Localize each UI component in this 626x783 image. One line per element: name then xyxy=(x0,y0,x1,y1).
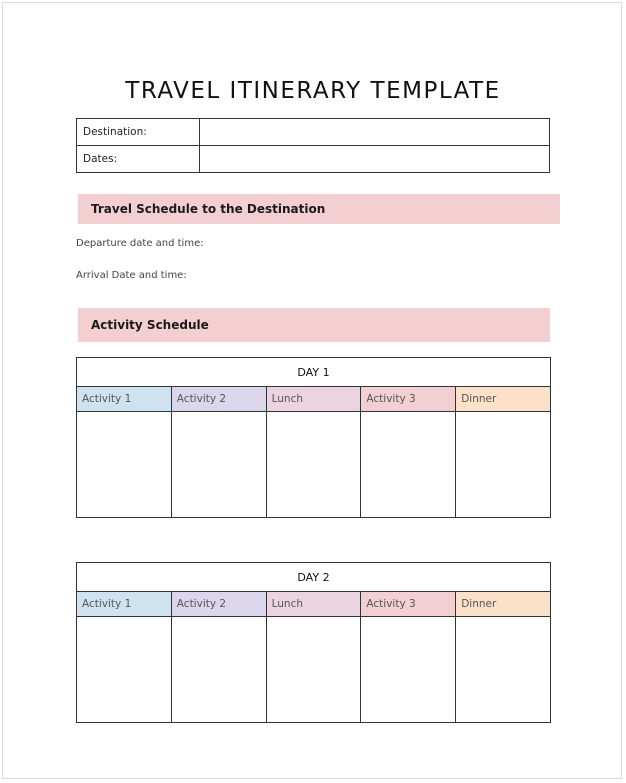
dates-row xyxy=(77,146,550,173)
day-2-activity-1-header: Activity 1 xyxy=(77,592,172,617)
day-1-activity-2-cell[interactable] xyxy=(171,412,266,518)
day-2-activity-3-cell[interactable] xyxy=(361,617,456,723)
day-2-activity-1-cell[interactable] xyxy=(77,617,172,723)
destination-label: Destination: xyxy=(77,119,200,146)
page-title: TRAVEL ITINERARY TEMPLATE xyxy=(125,78,501,104)
arrival-label: Arrival Date and time: xyxy=(76,270,187,281)
day-2-dinner-cell[interactable] xyxy=(456,617,551,723)
day-1-lunch-cell[interactable] xyxy=(266,412,361,518)
day-2-activity-2-header: Activity 2 xyxy=(171,592,266,617)
day-1-activity-3-header: Activity 3 xyxy=(361,387,456,412)
day-1-table xyxy=(76,357,551,518)
day-2-lunch-cell[interactable] xyxy=(266,617,361,723)
day-2-activity-3-header: Activity 3 xyxy=(361,592,456,617)
day-1-activity-1-header: Activity 1 xyxy=(77,387,172,412)
day-1-dinner-cell[interactable] xyxy=(456,412,551,518)
departure-label: Departure date and time: xyxy=(76,238,204,249)
day-2-label: DAY 2 xyxy=(77,563,551,592)
day-2-dinner-header: Dinner xyxy=(456,592,551,617)
dates-label: Dates: xyxy=(77,146,200,173)
destination-field[interactable] xyxy=(200,119,550,146)
day-1-activity-3-cell[interactable] xyxy=(361,412,456,518)
day-2-lunch-header: Lunch xyxy=(266,592,361,617)
day-1-lunch-header: Lunch xyxy=(266,387,361,412)
day-1-activity-1-cell[interactable] xyxy=(77,412,172,518)
day-1-activity-2-header: Activity 2 xyxy=(171,387,266,412)
day-1-label: DAY 1 xyxy=(77,358,551,387)
trip-info-table xyxy=(76,118,550,173)
day-1-dinner-header: Dinner xyxy=(456,387,551,412)
activity-schedule-heading: Activity Schedule xyxy=(78,308,550,342)
travel-schedule-heading: Travel Schedule to the Destination xyxy=(78,194,560,224)
destination-row xyxy=(77,119,550,146)
day-2-activity-2-cell[interactable] xyxy=(171,617,266,723)
day-2-table xyxy=(76,562,551,723)
dates-field[interactable] xyxy=(200,146,550,173)
